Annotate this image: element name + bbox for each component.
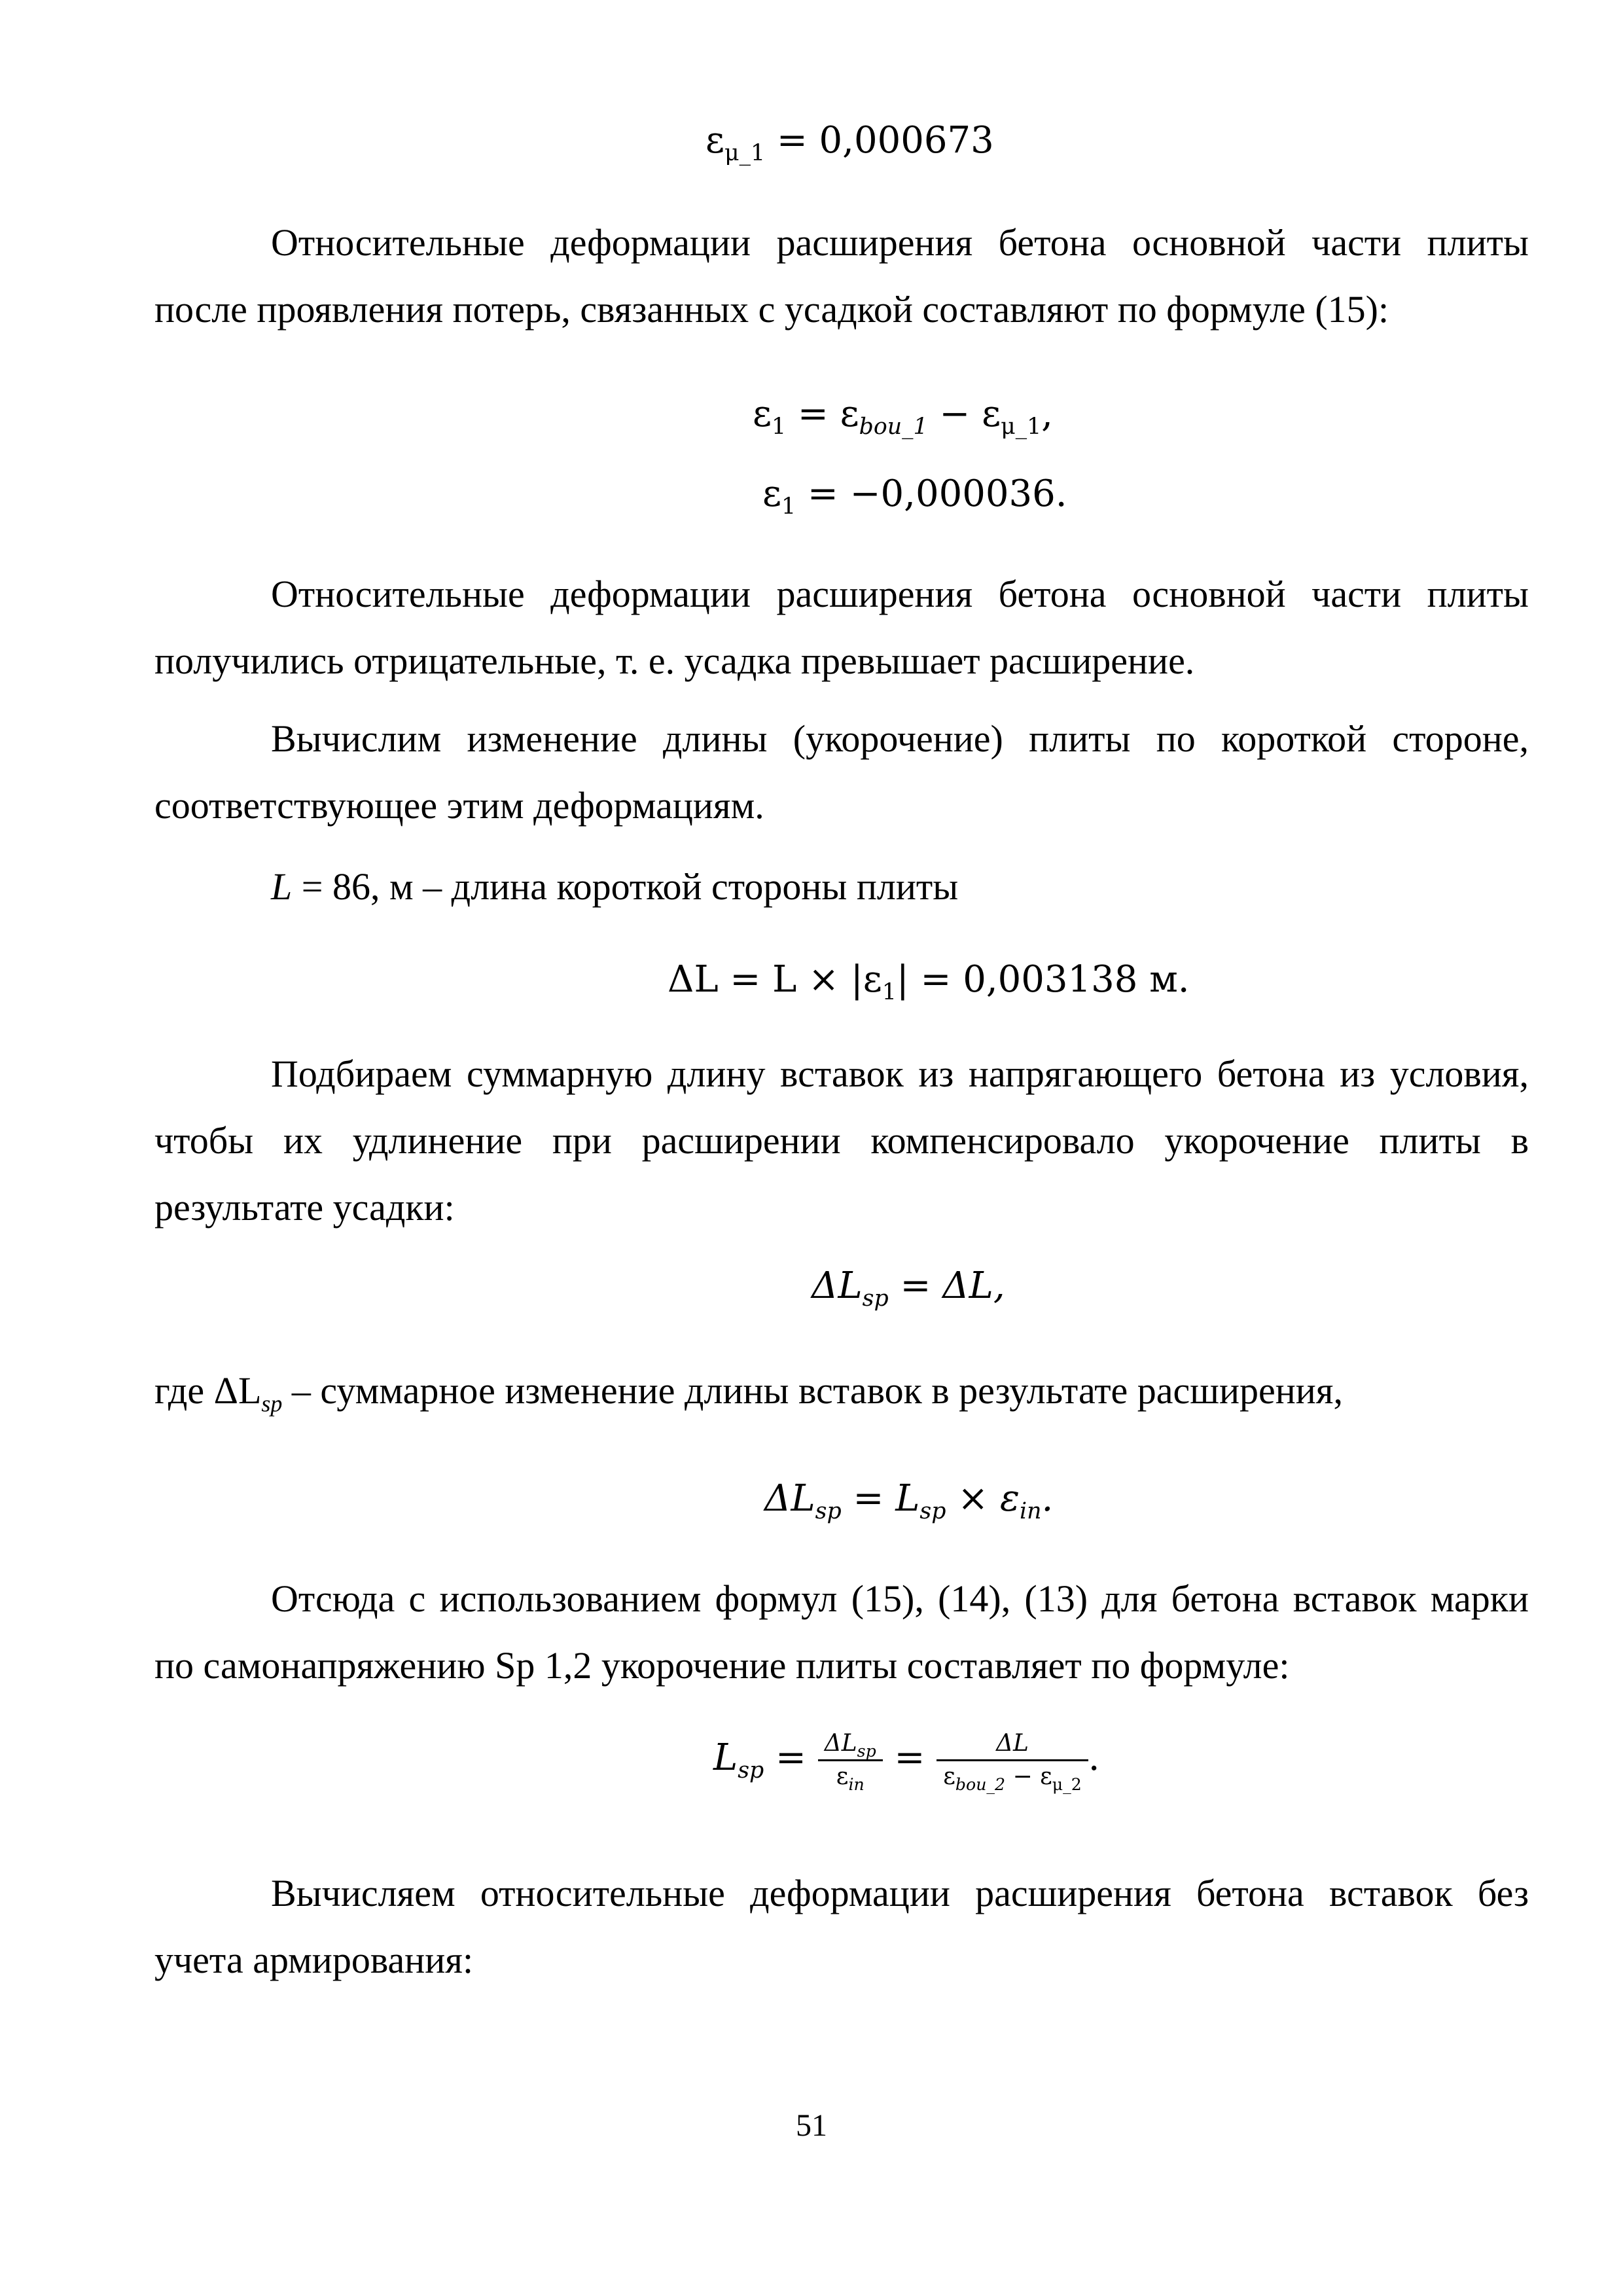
paragraph-6: Вычисляем относительные деформации расширения бетона вставок без учета армирования: — [154, 1872, 1529, 1981]
formula-Lsp-fraction: $L_{sp}$ = $\frac{\Delta L_{sp}}{\varepsilon_{in}}$ = $\frac{\Delta L}{\varepsilon_{bou\_2} - \varepsilon_{\mu\_2}}$ . — [713, 1728, 1100, 1793]
formula-eps-mu1: $\varepsilon_{\mu\_1} = 0,000673$ — [705, 119, 994, 167]
paragraph-1: Относительные деформации расширения бетона основной части плиты после проявления потерь, связанных с усадкой составляют по формуле (15): — [154, 221, 1529, 331]
page-number: 51 — [796, 2108, 827, 2143]
formula-dLsp-definition: $\Delta L_{sp} = L_{sp} \times \varepsilon_{in}$. — [764, 1477, 1054, 1525]
paragraph-2: Относительные деформации расширения бетона основной части плиты получились отрицательные, т. е. усадка превышает расширение. — [154, 573, 1529, 682]
paragraph-4: Подбираем суммарную длину вставок из напрягающего бетона из условия, чтобы их удлинение при расширении компенсировало укорочение плиты в результате усадки: — [154, 1052, 1529, 1229]
length-definition: L = 86, м – длина короткой стороны плиты — [271, 865, 959, 908]
formula-eps1-definition: $\varepsilon_1 = \varepsilon_{bou\_1} - \varepsilon_{\mu\_1}$, — [753, 393, 1053, 440]
paragraph-3: Вычислим изменение длины (укорочение) плиты по короткой стороне, соответствующее этим деформациям. — [154, 717, 1529, 827]
formula-delta-L: $\Delta L = L \times |\varepsilon_1| = 0,003138$ м. — [668, 958, 1190, 1006]
fraction-dLsp-over-eps-in: $\frac{\Delta L_{sp}}{\varepsilon_{in}}$ — [818, 1728, 883, 1793]
paragraph-5: Отсюда с использованием формул (15), (14), (13) для бетона вставок марки по самонапряжению Sp 1,2 укорочение плиты составляет по формуле: — [154, 1577, 1529, 1687]
fraction-dL-over-eps-diff: $\frac{\Delta L}{\varepsilon_{bou\_2} - \varepsilon_{\mu\_2}}$ — [936, 1728, 1088, 1793]
formula-eps1-value: $\varepsilon_1 = -0,000036$. — [762, 473, 1067, 520]
formula-dLsp-equals-dL: $\Delta L_{sp} = \Delta L$, — [812, 1265, 1005, 1312]
where-dLsp-line: где $\Delta L_{sp}$ – суммарное изменение длины вставок в результате расширения, — [154, 1369, 1343, 1417]
